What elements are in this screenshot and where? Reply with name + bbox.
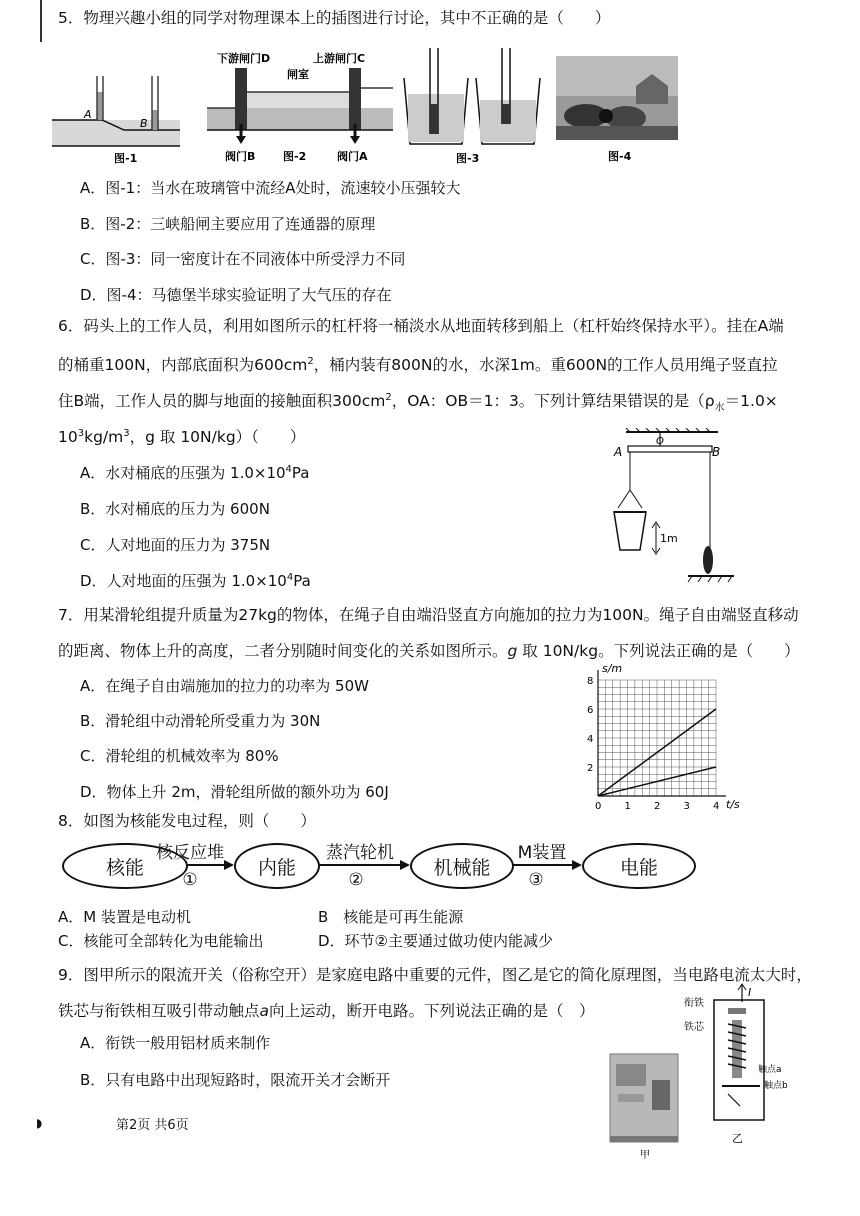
chart-x-tick-label: 3 bbox=[683, 801, 690, 812]
q9-line1: 9．图甲所示的限流开关（俗称空开）是家庭电路中重要的元件，图乙是它的简化原理图，当电路电流太大时， bbox=[58, 966, 812, 984]
q5-option-c: C．图-3：同一密度计在不同液体中所受浮力不同 bbox=[80, 250, 406, 268]
footer-page-number: 第2页 共6页 bbox=[116, 1118, 189, 1133]
q5-option-b: B．图-2：三峡船闸主要应用了连通器的原理 bbox=[80, 215, 376, 233]
chart-x-tick-label: 2 bbox=[654, 801, 661, 812]
footer-mark: ◗ bbox=[36, 1116, 43, 1130]
fig4-caption: 图-4 bbox=[608, 150, 632, 163]
q9-option-b: B．只有电路中出现短路时，限流开关才会断开 bbox=[80, 1071, 391, 1089]
q6-line2: 的桶重100N，内部底面积为$600cm^2$，桶内装有800N的水，水深1m。重600N的工作人员用绳子竖直拉 bbox=[58, 356, 778, 375]
q9-fig-right-caption: 乙 bbox=[732, 1132, 743, 1145]
q9-fig-left-caption: 甲 bbox=[640, 1150, 650, 1160]
q9-principle-diagram bbox=[684, 982, 794, 1162]
q7-option-b: B．滑轮组中动滑轮所受重力为 30N bbox=[80, 712, 321, 730]
chart-y-tick-label: 2 bbox=[587, 763, 594, 774]
chart-ticks bbox=[587, 676, 719, 812]
flow-node-mechanical: 机械能 bbox=[410, 843, 514, 889]
q7-option-c: C．滑轮组的机械效率为 80% bbox=[80, 747, 279, 765]
q9-current-label: I bbox=[748, 986, 752, 999]
q9-breaker-photo bbox=[604, 1050, 694, 1160]
chart-x-tick-label: 0 bbox=[595, 801, 602, 812]
q6-option-c: C．人对地面的压力为 375N bbox=[80, 536, 271, 554]
q9-option-a: A．衔铁一般用铝材质来制作 bbox=[80, 1034, 271, 1052]
q6-option-d: D．人对地面的压强为 $1.0\times 10^4Pa$ bbox=[80, 572, 311, 590]
chart-y-tick-label: 6 bbox=[587, 705, 594, 716]
fig3-caption: 图-3 bbox=[456, 152, 480, 165]
fig2-caption: 图-2 bbox=[283, 150, 307, 163]
q7-line1: 7．用某滑轮组提升质量为27kg的物体，在绳子自由端沿竖直方向施加的拉力为100N。绳子自由端竖直移动 bbox=[58, 606, 799, 624]
q6-option-b: B．水对桶底的压力为 600N bbox=[80, 500, 270, 518]
arrow-1-num: ① bbox=[182, 870, 198, 890]
q5-stem: 5．物理兴趣小组的同学对物理课本上的插图进行讨论，其中不正确的是（ ） bbox=[58, 9, 611, 27]
fig1-label-b: B bbox=[140, 117, 148, 130]
fig1-caption: 图-1 bbox=[114, 152, 138, 165]
chart-y-tick-label: 8 bbox=[587, 676, 594, 687]
chart-axes bbox=[598, 670, 726, 796]
q9-contact-a-label: 触点a bbox=[758, 1065, 782, 1075]
q8-arrows bbox=[0, 850, 860, 880]
arrow-2-num: ② bbox=[348, 870, 364, 890]
chart-x-tick-label: 4 bbox=[713, 801, 720, 812]
q8-option-c: C．核能可全部转化为电能输出 bbox=[58, 932, 264, 950]
q9-line2: 铁芯与衔铁相互吸引带动触点a向上运动，断开电路。下列说法正确的是（ ） bbox=[58, 1002, 595, 1020]
q5-fig3 bbox=[400, 44, 545, 166]
q8-stem: 8．如图为核能发电过程，则（ ） bbox=[58, 812, 316, 830]
fig2-bottom-left: 阀门B bbox=[225, 150, 256, 163]
chart-x-tick-label: 1 bbox=[624, 801, 631, 812]
q6-line4: $10^3kg/m^3$，g 取 10N/kg）（ ） bbox=[58, 428, 306, 447]
flow-node-electric: 电能 bbox=[582, 843, 696, 889]
q6-line3: 住B端，工作人员的脚与地面的接触面积$300cm^2$，OA：OB＝1：3。下列计算结果错误的是（$\rho_水=1.0\times$ bbox=[58, 392, 778, 414]
flow-node-nuclear: 核能 bbox=[62, 843, 188, 889]
lever-label-a: A bbox=[614, 445, 623, 459]
q5-option-d: D．图-4：马德堡半球实验证明了大气压的存在 bbox=[80, 286, 392, 304]
margin-line bbox=[40, 0, 42, 42]
chart-x-axis-label: t/s bbox=[726, 798, 740, 811]
q7-line2: 的距离、物体上升的高度，二者分别随时间变化的关系如图所示。g 取 10N/kg。下列说法正确的是（ ） bbox=[58, 642, 800, 660]
chart-y-tick-label: 4 bbox=[587, 734, 594, 745]
q5-fig1 bbox=[52, 70, 180, 166]
q6-lever-figure bbox=[600, 428, 740, 588]
arrow-3-num: ③ bbox=[528, 870, 544, 890]
q5-fig2 bbox=[205, 48, 395, 166]
lever-depth-label: 1m bbox=[660, 532, 678, 545]
fig2-top-right: 上游闸门C bbox=[313, 52, 366, 65]
q9-contact-b-label: 触点b bbox=[764, 1081, 788, 1091]
q9-armature-label: 衔铁 bbox=[684, 998, 704, 1009]
q5-option-a: A．图-1：当水在玻璃管中流经A处时，流速较小压强较大 bbox=[80, 179, 461, 197]
q6-line1: 6．码头上的工作人员，利用如图所示的杠杆将一桶淡水从地面转移到船上（杠杆始终保持水平）。挂在A端 bbox=[58, 317, 784, 335]
fig2-middle: 闸室 bbox=[287, 68, 309, 81]
q8-option-b: B 核能是可再生能源 bbox=[318, 908, 464, 926]
q5-fig4 bbox=[556, 56, 678, 168]
arrow-1-label: 核反应堆 bbox=[156, 843, 224, 863]
flow-node-internal: 内能 bbox=[234, 843, 320, 889]
q9-core-label: 铁芯 bbox=[684, 1022, 704, 1033]
q7-option-d: D．物体上升 2m，滑轮组所做的额外功为 60J bbox=[80, 783, 389, 801]
q7-option-a: A．在绳子自由端施加的拉力的功率为 50W bbox=[80, 677, 369, 695]
q7-chart bbox=[584, 664, 752, 816]
fig2-bottom-right: 阀门A bbox=[337, 150, 368, 163]
arrow-3-label: M装置 bbox=[517, 843, 567, 863]
lever-label-b: B bbox=[712, 445, 721, 459]
q8-option-a: A．M 装置是电动机 bbox=[58, 908, 191, 926]
arrow-2-label: 蒸汽轮机 bbox=[326, 843, 394, 863]
fig2-top-left: 下游闸门D bbox=[217, 52, 271, 65]
chart-y-axis-label: s/m bbox=[602, 664, 623, 675]
q6-option-a: A．水对桶底的压强为 $1.0\times 10^4Pa$ bbox=[80, 464, 310, 482]
chart-grid bbox=[598, 680, 716, 796]
lever-label-o: O bbox=[656, 436, 664, 447]
fig1-label-a: A bbox=[84, 108, 92, 121]
q8-option-d: D．环节②主要通过做功使内能减少 bbox=[318, 932, 553, 950]
